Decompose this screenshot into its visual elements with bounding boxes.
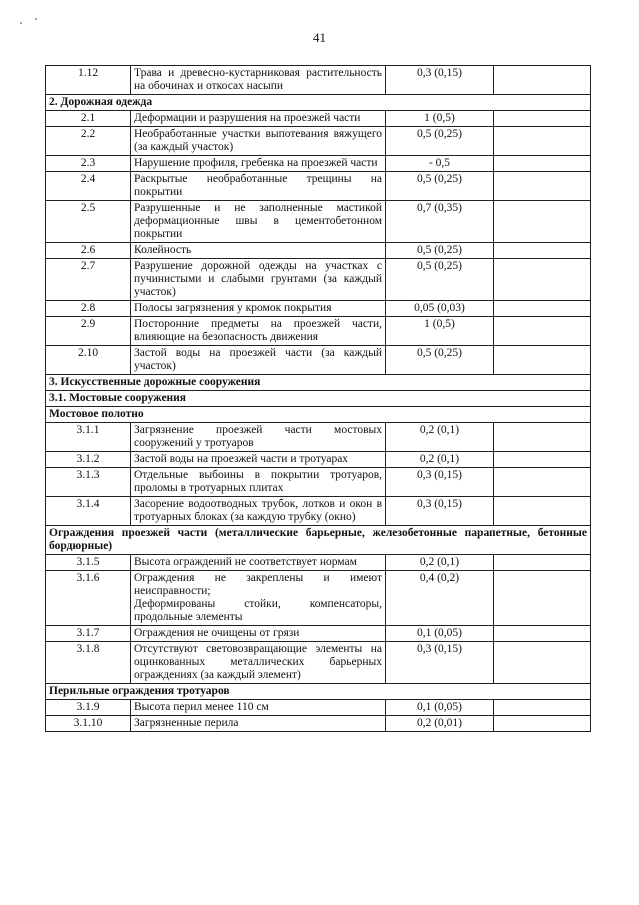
item-value: - 0,5 [386,156,494,172]
item-number: 2.4 [46,172,131,201]
empty-cell [494,156,591,172]
item-number: 3.1.6 [46,571,131,626]
item-description [131,497,386,526]
empty-cell [494,716,591,732]
item-description [131,452,386,468]
section-header-row [46,526,591,555]
empty-cell [494,127,591,156]
empty-cell [494,259,591,301]
item-description-text: Деформации и разрушения на проезжей части [134,112,361,124]
item-value: 0,1 (0,05) [386,626,494,642]
table-row [46,111,591,127]
item-value: 0,5 (0,25) [386,243,494,259]
section-header-row [46,375,591,391]
item-value: 0,7 (0,35) [386,201,494,243]
item-number: 3.1.2 [46,452,131,468]
item-description [131,555,386,571]
empty-cell [494,301,591,317]
item-description [131,700,386,716]
empty-cell [494,626,591,642]
table-row [46,700,591,716]
item-value: 0,3 (0,15) [386,468,494,497]
penalty-table-body [46,66,591,732]
item-description [131,317,386,346]
section-header-row [46,684,591,700]
section-header-row [46,95,591,111]
item-description-text: Высота ограждений не соответствует нормам [134,556,357,568]
item-value: 1 (0,5) [386,317,494,346]
item-description [131,468,386,497]
table-row [46,301,591,317]
section-header-row [46,391,591,407]
empty-cell [494,423,591,452]
table-row [46,156,591,172]
item-description [131,716,386,732]
item-description-text: Разрушение дорожной одежды на участках с пучинистыми и слабыми грунтами (за каждый участок) [134,260,382,298]
item-number: 3.1.9 [46,700,131,716]
table-row [46,201,591,243]
section-title: Мостовое полотно [46,407,591,423]
empty-cell [494,172,591,201]
item-number: 2.2 [46,127,131,156]
table-row [46,716,591,732]
item-value: 0,05 (0,03) [386,301,494,317]
table-row [46,468,591,497]
empty-cell [494,201,591,243]
section-title: Ограждения проезжей части (металлические барьерные, железобетонные парапетные, бетонные бордюрные) [46,526,591,555]
empty-cell [494,571,591,626]
item-value: 0,4 (0,2) [386,571,494,626]
table-row [46,127,591,156]
item-number: 1.12 [46,66,131,95]
table-row [46,452,591,468]
item-description [131,172,386,201]
item-number: 2.3 [46,156,131,172]
section-title: 3. Искусственные дорожные сооружения [46,375,591,391]
item-number: 2.8 [46,301,131,317]
item-description-text: Нарушение профиля, гребенка на проезжей части [134,157,378,169]
empty-cell [494,452,591,468]
section-title: 3.1. Мостовые сооружения [46,391,591,407]
table-row [46,243,591,259]
empty-cell [494,346,591,375]
item-description [131,156,386,172]
empty-cell [494,555,591,571]
table-row [46,642,591,684]
item-description [131,571,386,626]
table-row [46,626,591,642]
item-description-text-extra: Деформированы стойки, компенсаторы, продольные элементы [134,598,382,623]
item-number: 2.9 [46,317,131,346]
item-description-text: Необработанные участки выпотевания вяжущего (за каждый участок) [134,128,382,153]
item-value: 0,2 (0,1) [386,555,494,571]
item-value: 0,5 (0,25) [386,259,494,301]
item-description [131,626,386,642]
item-number: 3.1.3 [46,468,131,497]
item-description-text: Высота перил менее 110 см [134,701,269,713]
empty-cell [494,700,591,716]
item-description [131,127,386,156]
section-title: Перильные ограждения тротуаров [46,684,591,700]
item-number: 3.1.1 [46,423,131,452]
item-value: 0,2 (0,1) [386,423,494,452]
item-description [131,642,386,684]
item-value: 0,5 (0,25) [386,127,494,156]
scan-speck [20,22,22,24]
table-row [46,172,591,201]
item-value: 0,5 (0,25) [386,346,494,375]
item-value: 0,1 (0,05) [386,700,494,716]
item-number: 2.6 [46,243,131,259]
item-number: 3.1.8 [46,642,131,684]
item-number: 3.1.5 [46,555,131,571]
item-number: 2.5 [46,201,131,243]
item-description-text: Застой воды на проезжей части и тротуарах [134,453,349,465]
item-description-text: Отдельные выбоины в покрытии тротуаров, проломы в тротуарных плитах [134,469,382,494]
table-row [46,423,591,452]
item-description-text: Посторонние предметы на проезжей части, влияющие на безопасность движения [134,318,382,343]
item-number: 2.10 [46,346,131,375]
empty-cell [494,642,591,684]
table-row [46,555,591,571]
item-description-text: Застой воды на проезжей части (за каждый участок) [134,347,382,372]
item-value: 0,3 (0,15) [386,497,494,526]
item-description [131,423,386,452]
penalty-table [45,65,591,732]
page-number: 41 [313,30,326,45]
item-value: 0,2 (0,01) [386,716,494,732]
item-description [131,259,386,301]
section-header-row [46,407,591,423]
empty-cell [494,66,591,95]
table-row [46,571,591,626]
item-number: 3.1.4 [46,497,131,526]
item-description [131,301,386,317]
item-description [131,243,386,259]
table-row [46,66,591,95]
item-description [131,346,386,375]
item-description [131,111,386,127]
item-description-text: Трава и древесно-кустарниковая растительность на обочинах и откосах насыпи [134,67,382,92]
item-description [131,66,386,95]
item-value: 0,5 (0,25) [386,172,494,201]
item-description-text: Ограждения не закреплены и имеют неисправности; [134,572,382,597]
item-description-text: Ограждения не очищены от грязи [134,627,300,639]
item-description [131,201,386,243]
empty-cell [494,243,591,259]
item-number: 3.1.7 [46,626,131,642]
item-description-text: Полосы загрязнения у кромок покрытия [134,302,332,314]
item-description-text: Загрязнение проезжей части мостовых сооружений у тротуаров [134,424,382,449]
item-value: 1 (0,5) [386,111,494,127]
item-number: 3.1.10 [46,716,131,732]
table-row [46,317,591,346]
item-description-text: Загрязненные перила [134,717,239,729]
item-value: 0,3 (0,15) [386,642,494,684]
table-row [46,497,591,526]
table-row [46,346,591,375]
scan-speck [35,18,37,20]
section-title: 2. Дорожная одежда [46,95,591,111]
item-description-text: Разрушенные и не заполненные мастикой деформационные швы в цементобетонном покрытии [134,202,382,240]
table-row [46,259,591,301]
item-number: 2.1 [46,111,131,127]
item-value: 0,3 (0,15) [386,66,494,95]
item-number: 2.7 [46,259,131,301]
empty-cell [494,468,591,497]
empty-cell [494,497,591,526]
item-description-text: Колейность [134,244,192,256]
item-value: 0,2 (0,1) [386,452,494,468]
item-description-text: Засорение водоотводных трубок, лотков и окон в тротуарных блоках (за каждую трубку (окно) [134,498,382,523]
empty-cell [494,317,591,346]
item-description-text: Отсутствуют световозвращающие элементы на оцинкованных металлических барьерных ограждениях (за каждый элемент) [134,643,382,681]
empty-cell [494,111,591,127]
item-description-text: Раскрытые необработанные трещины на покрытии [134,173,382,198]
